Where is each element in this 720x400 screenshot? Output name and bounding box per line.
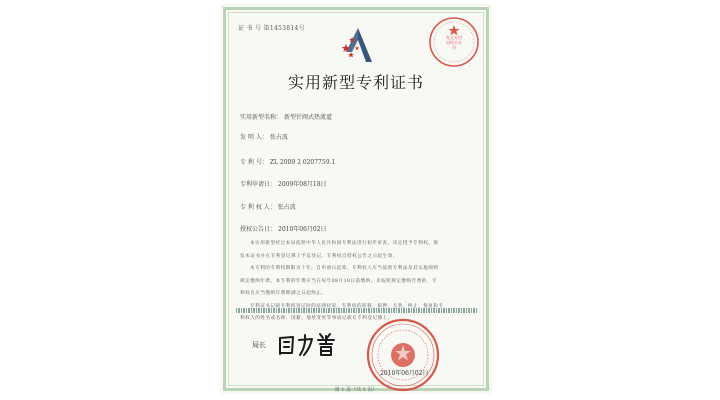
field-utility-model-name [240, 112, 332, 121]
field-label: 专利申请日： [240, 181, 277, 188]
barcode-strip [236, 308, 478, 313]
body-line: 利权人的姓名或名称、国籍、地址变更等事项记载在专利登记簿上。 [240, 316, 393, 321]
director-signature-icon [276, 330, 342, 358]
body-line: 利权自应当缴纳年费期满之日起终止。 [240, 291, 327, 296]
field-label: 发 明 人： [240, 134, 268, 141]
body-line: 发本证书并在专利登记簿上予以登记。专利权自授权公告之日起生效。 [240, 253, 398, 259]
field-inventor [240, 132, 288, 141]
body-line: 本实用新型经过本局依照中华人民共和国专利法进行初步审查，决定授予专利权，颁 [250, 241, 439, 246]
director-label: 局长 [252, 341, 266, 349]
field-value: 张占波 [269, 134, 288, 141]
body-line: 规定缴纳年费。本专利的年费应当在每年08月18日前缴纳。未按照规定缴纳年费的，专 [240, 278, 438, 284]
field-grant-announcement-date [240, 224, 327, 233]
body-line: 专利证书记载专利权登记时的法律状况。专利权的转移、质押、无效、终止、恢复和专 [250, 303, 444, 309]
body-line: 本专利的专利权期限为十年，自申请日起算。专利权人应当依照专利法及其实施细则 [250, 266, 439, 271]
field-label: 实用新型名称： [240, 114, 283, 121]
field-application-date [240, 179, 327, 188]
certificate-inner-border [228, 12, 484, 386]
patent-certificate [220, 4, 492, 394]
field-value: 新型针阀式热流道 [284, 114, 333, 121]
field-label: 专 利 权 人： [240, 204, 276, 211]
certificate-title: 实用新型专利证书 [287, 73, 424, 92]
page-footer: 第 1 页（共 1 页） [334, 387, 378, 393]
field-value: 张占波 [277, 204, 296, 211]
certificate-number: 证 书 号 第1453814号 [238, 25, 305, 32]
field-patentee [240, 202, 296, 211]
patent-office-logo-icon [338, 26, 378, 66]
seal-date: 2010年06月02日 [380, 370, 429, 377]
official-red-seal-icon [366, 318, 440, 392]
field-value: ZL 2009 2 0207759.1 [269, 159, 336, 166]
field-label: 专 利 号： [240, 159, 268, 166]
small-seal-text: 发文专用 局机关专用 [446, 35, 462, 50]
field-value: 2009年08月18日 [278, 181, 327, 188]
field-patent-number [240, 157, 335, 166]
field-value: 2010年06月02日 [278, 226, 327, 233]
field-label: 授权公告日： [240, 226, 277, 233]
